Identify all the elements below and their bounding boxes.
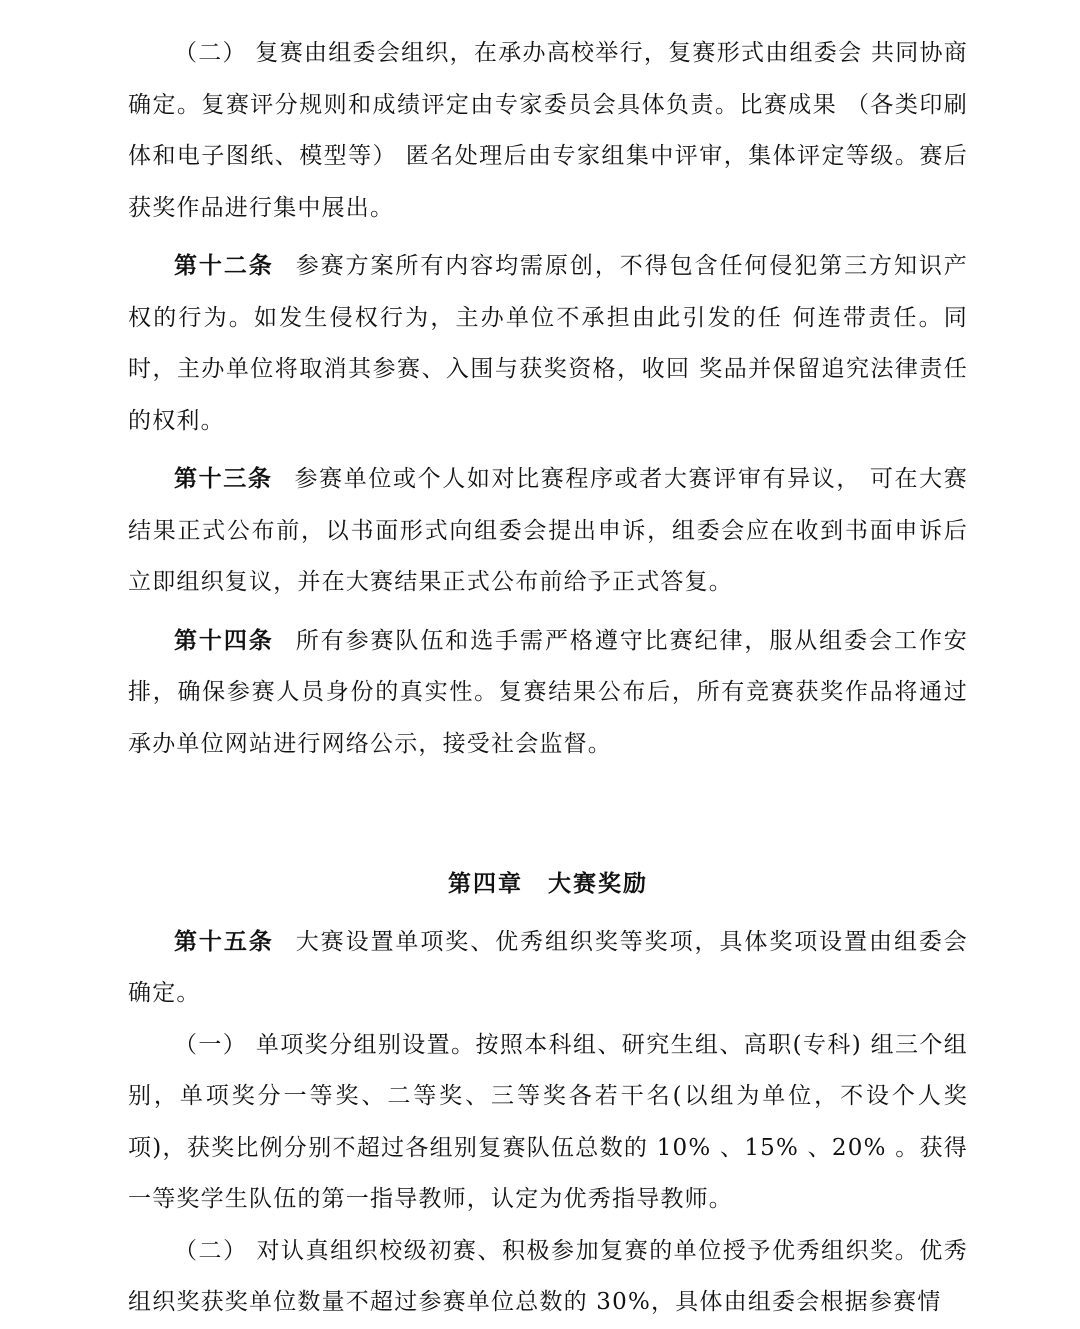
article-heading: 第十四条 bbox=[174, 626, 274, 654]
paragraph-text: 参赛方案所有内容均需原创，不得包含任何侵犯第三方知识产权的行为。如发生侵权行为，主办单位不承担由此引发的任 何连带责任。同时，主办单位将取消其参赛、入围与获奖资格，收回 奖品并保留追究法律责任的权利。 bbox=[128, 253, 968, 434]
article-heading: 第十五条 bbox=[174, 927, 274, 955]
paragraph-text: 大赛设置单项奖、优秀组织奖等奖项，具体奖项设置由组委会确定。 bbox=[128, 928, 968, 1006]
paragraph-text: （二） 复赛由组委会组织，在承办高校举行，复赛形式由组委会 共同协商确定。复赛评分规则和成绩评定由专家委员会具体负责。比赛成果 （各类印刷体和电子图纸、模型等） 匿名处理后由专家组集中评审，集体评定等级。赛后获奖作品进行集中展出。 bbox=[128, 40, 968, 221]
paragraph-text: 参赛单位或个人如对比赛程序或者大赛评审有异议， 可在大赛结果正式公布前，以书面形式向组委会提出申诉，组委会应在收到书面申诉后立即组织复议，并在大赛结果正式公布前给予正式答复。 bbox=[128, 466, 968, 595]
paragraph-fusai-format bbox=[128, 28, 968, 234]
paragraph-article-13 bbox=[128, 453, 968, 609]
paragraph-text: （一） 单项奖分组别设置。按照本科组、研究生组、高职(专科) 组三个组别，单项奖分一等奖、二等奖、三等奖各若干名(以组为单位，不设个人奖项)，获奖比例分别不超过各组别复赛队伍总数的 10% 、15% 、20% 。获得一等奖学生队伍的第一指导教师，认定为优秀指导教师。 bbox=[128, 1031, 968, 1212]
chapter-title: 第四章 大赛奖励 bbox=[448, 870, 648, 897]
paragraph-text: 所有参赛队伍和选手需严格遵守比赛纪律，服从组委会工作安排，确保参赛人员身份的真实性。复赛结果公布后，所有竞赛获奖作品将通过承办单位网站进行网络公示，接受社会监督。 bbox=[128, 627, 968, 757]
document-page bbox=[128, 28, 968, 1329]
paragraph-organization-award bbox=[128, 1226, 968, 1329]
article-heading: 第十二条 bbox=[174, 252, 274, 279]
paragraph-single-award bbox=[128, 1020, 968, 1226]
paragraph-text: （二） 对认真组织校级初赛、积极参加复赛的单位授予优秀组织奖。优秀组织奖获奖单位数量不超过参赛单位总数的 30%，具体由组委会根据参赛情 bbox=[128, 1237, 968, 1315]
article-heading: 第十三条 bbox=[174, 465, 273, 492]
paragraph-article-14 bbox=[128, 615, 968, 771]
paragraph-article-15 bbox=[128, 916, 968, 1020]
paragraph-article-12 bbox=[128, 240, 968, 447]
